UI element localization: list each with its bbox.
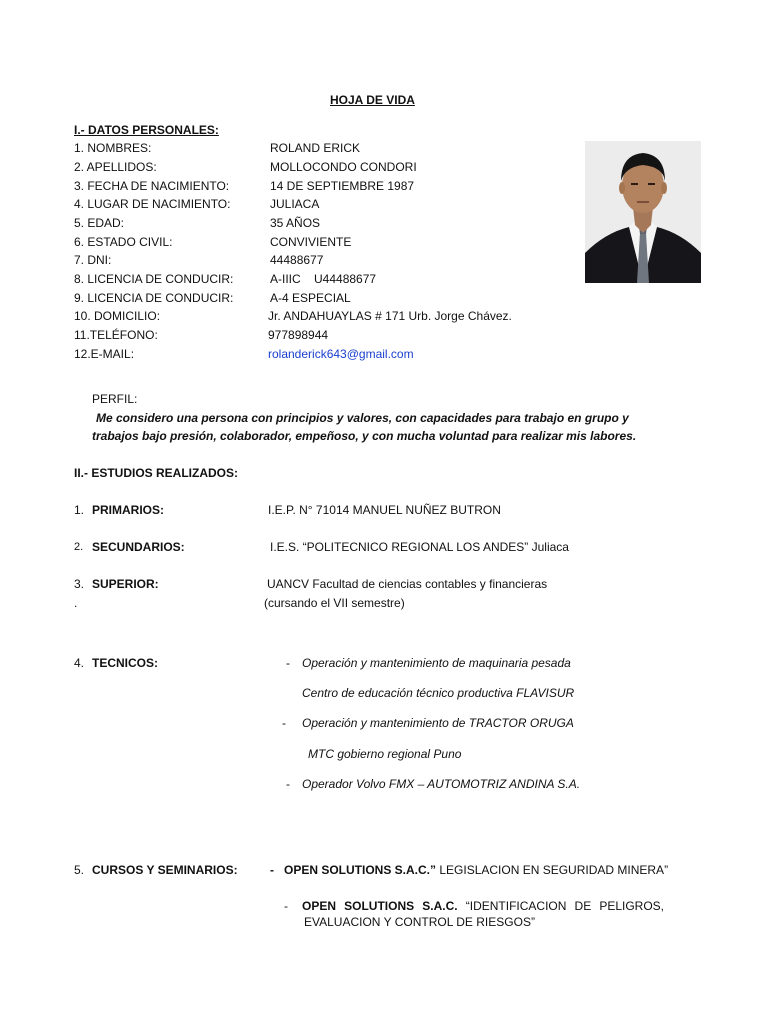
perfil-label: PERFIL: xyxy=(92,392,138,406)
email-link[interactable]: rolanderick643@gmail.com xyxy=(268,347,414,361)
secundarios-number: 2. xyxy=(74,541,84,553)
section-studies-heading: II.- ESTUDIOS REALIZADOS: xyxy=(74,466,239,480)
value-domicilio: Jr. ANDAHUAYLAS # 171 Urb. Jorge Chávez. xyxy=(268,309,512,323)
tecnicos-item-2: Operación y mantenimiento de TRACTOR ORUGA xyxy=(302,716,574,730)
cursos-number: 5. xyxy=(74,863,85,877)
person-portrait-icon xyxy=(585,141,701,283)
value-licencia-2: A-4 ESPECIAL xyxy=(270,291,351,305)
superior-value: UANCV Facultad de ciencias contables y financieras xyxy=(267,577,548,591)
value-nombres: ROLAND ERICK xyxy=(270,141,361,155)
primarios-value: I.E.P. N° 71014 MANUEL NUÑEZ BUTRON xyxy=(268,503,501,517)
tecnicos-bullet-2: - xyxy=(282,716,286,730)
tecnicos-item-1-sub: Centro de educación técnico productiva FLAVISUR xyxy=(302,686,575,700)
value-licencia-1: A-IIIC U44488677 xyxy=(270,272,377,286)
perfil-text-line2: trabajos bajo presión, colaborador, empeñoso, y con mucha voluntad para realizar mis labores. xyxy=(92,429,637,443)
secundarios-label: SECUNDARIOS: xyxy=(92,540,185,554)
label-apellidos: 2. APELLIDOS: xyxy=(74,160,157,174)
label-nombres: 1. NOMBRES: xyxy=(74,141,152,155)
document-title: HOJA DE VIDA xyxy=(330,93,415,107)
cursos-item-2 xyxy=(302,899,664,914)
tecnicos-number: 4. xyxy=(74,656,85,670)
cursos-item-2-topic: “IDENTIFICACION DE PELIGROS, xyxy=(457,899,665,913)
tecnicos-label: TECNICOS: xyxy=(92,656,158,670)
superior-dot: . xyxy=(74,596,78,610)
primarios-number: 1. xyxy=(74,503,85,517)
perfil-text-line1: Me considero una persona con principios y valores, con capacidades para trabajo en grupo y xyxy=(96,411,629,425)
value-edad: 35 AÑOS xyxy=(270,216,321,230)
profile-photo xyxy=(585,141,701,283)
superior-value-2: (cursando el VII semestre) xyxy=(264,596,405,610)
section-personal-heading: I.- DATOS PERSONALES: xyxy=(74,123,219,137)
value-apellidos: MOLLOCONDO CONDORI xyxy=(270,160,417,174)
tecnicos-item-1: Operación y mantenimiento de maquinaria pesada xyxy=(302,656,571,670)
label-email: 12.E-MAIL: xyxy=(74,347,135,361)
superior-label: SUPERIOR: xyxy=(92,577,159,591)
cursos-item-2-org: OPEN SOLUTIONS S.A.C. xyxy=(302,899,458,913)
label-licencia-1: 8. LICENCIA DE CONDUCIR: xyxy=(74,272,234,286)
label-domicilio: 10. DOMICILIO: xyxy=(74,309,161,323)
tecnicos-bullet-3: - xyxy=(286,777,290,791)
label-dni: 7. DNI: xyxy=(74,253,112,267)
value-dni: 44488677 xyxy=(270,253,324,267)
value-lugar-nacimiento: JULIACA xyxy=(270,197,320,211)
cursos-bullet-1: - xyxy=(270,863,274,877)
cursos-item-1-topic: LEGISLACION EN SEGURIDAD MINERA” xyxy=(436,863,669,877)
tecnicos-item-2-sub: MTC gobierno regional Puno xyxy=(308,747,462,761)
cursos-item-1 xyxy=(284,863,668,878)
value-fecha-nacimiento: 14 DE SEPTIEMBRE 1987 xyxy=(270,179,415,193)
secundarios-value: I.E.S. “POLITECNICO REGIONAL LOS ANDES” Juliaca xyxy=(270,540,569,554)
tecnicos-bullet-1: - xyxy=(286,656,290,670)
label-edad: 5. EDAD: xyxy=(74,216,125,230)
tecnicos-item-3: Operador Volvo FMX – AUTOMOTRIZ ANDINA S.A. xyxy=(302,777,581,791)
cursos-bullet-2: - xyxy=(284,899,288,913)
label-fecha-nacimiento: 3. FECHA DE NACIMIENTO: xyxy=(74,179,230,193)
cursos-label: CURSOS Y SEMINARIOS: xyxy=(92,863,238,877)
label-telefono: 11.TELÉFONO: xyxy=(74,328,158,342)
primarios-label: PRIMARIOS: xyxy=(92,503,164,517)
cursos-item-2-line2: EVALUACION Y CONTROL DE RIESGOS” xyxy=(304,915,535,929)
cursos-item-1-org: OPEN SOLUTIONS S.A.C.” xyxy=(284,863,437,877)
label-lugar-nacimiento: 4. LUGAR DE NACIMIENTO: xyxy=(74,197,231,211)
value-estado-civil: CONVIVIENTE xyxy=(270,235,352,249)
label-estado-civil: 6. ESTADO CIVIL: xyxy=(74,235,173,249)
value-telefono: 977898944 xyxy=(268,328,329,342)
superior-number: 3. xyxy=(74,577,85,591)
label-licencia-2: 9. LICENCIA DE CONDUCIR: xyxy=(74,291,234,305)
